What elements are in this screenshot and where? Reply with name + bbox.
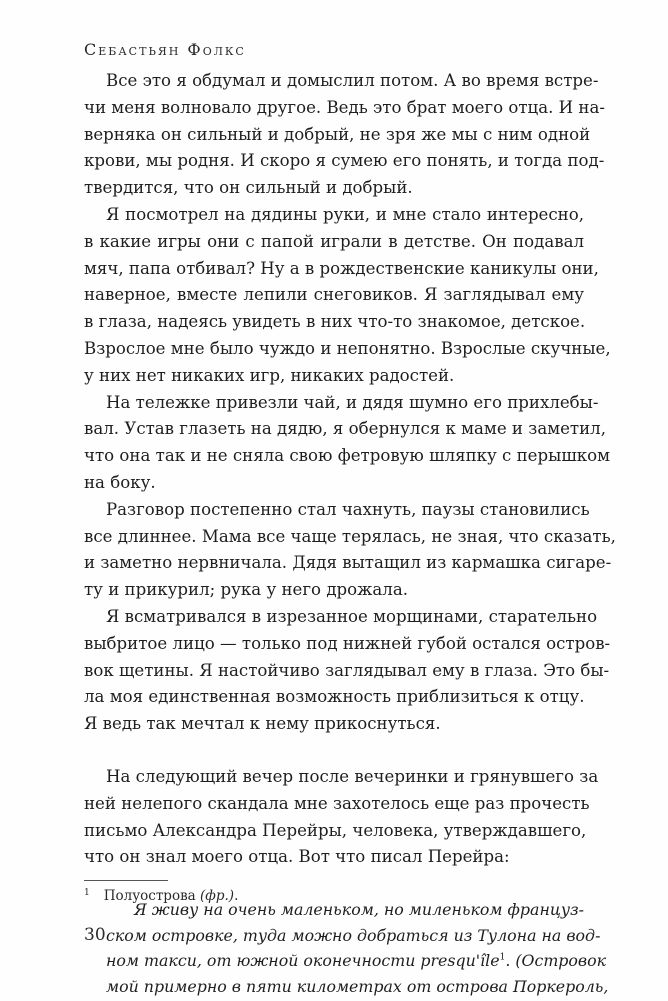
text-line: у них нет никаких игр, никаких радостей. bbox=[84, 365, 455, 385]
text-line: в глаза, надеясь увидеть в них что-то знакомое, детское. bbox=[84, 312, 586, 332]
footnote-number: 1 bbox=[84, 887, 90, 898]
text-line: ла моя единственная возможность приблизиться к отцу. bbox=[84, 687, 585, 707]
paragraph-4 bbox=[84, 497, 616, 604]
text-line: Разговор постепенно стал чахнуть, паузы становились bbox=[106, 499, 590, 519]
text-line: письмо Александра Перейры, человека, утверждавшего, bbox=[84, 820, 587, 840]
quote-line: мой примерно в пяти километрах от острова Поркероль, bbox=[106, 976, 609, 996]
footnote-divider bbox=[84, 880, 168, 881]
paragraph-5 bbox=[84, 604, 611, 738]
text-line: Все это я обдумал и домыслил потом. А во время встре- bbox=[106, 71, 599, 90]
paragraph-6 bbox=[84, 764, 599, 871]
text-line: все длиннее. Мама все чаще терялась, не зная, что сказать, bbox=[84, 526, 616, 546]
footnote-text: Полуострова bbox=[103, 888, 196, 904]
text-line: твердится, что он сильный и добрый. bbox=[84, 178, 413, 198]
section-break bbox=[84, 738, 584, 764]
text-line: вал. Устав глазеть на дядю, я обернулся к маме и заметил, bbox=[84, 419, 606, 439]
text-line: Я ведь так мечтал к нему прикоснуться. bbox=[84, 714, 441, 734]
paragraph-2 bbox=[84, 202, 611, 390]
text-line: что она так и не сняла свою фетровую шляпку с перышком bbox=[84, 446, 611, 466]
quote-line bbox=[106, 948, 607, 974]
running-head: Себастьян Фолкс bbox=[84, 40, 246, 59]
text-line: наверное, вместе лепили снеговиков. Я заглядывал ему bbox=[84, 285, 584, 305]
text-line: вок щетины. Я настойчиво заглядывал ему в глаза. Это бы- bbox=[84, 660, 610, 680]
text-line: верняка он сильный и добрый, не зря же мы с ним одной bbox=[84, 124, 591, 144]
page-number: 30 bbox=[84, 925, 106, 945]
text-line: Я посмотрел на дядины руки, и мне стало интересно, bbox=[106, 204, 584, 224]
footnote-reference[interactable]: 1 bbox=[499, 952, 506, 963]
quote-line: Я живу на очень маленьком, но миленьком француз- bbox=[134, 900, 584, 920]
text-line: мяч, папа отбивал? Ну а в рождественские каникулы они, bbox=[84, 258, 599, 278]
text-line: что он знал моего отца. Вот что писал Перейра: bbox=[84, 847, 510, 867]
text-line: ней нелепого скандала мне захотелось еще раз прочесть bbox=[84, 793, 590, 813]
text-line: Я всматривался в изрезанное морщинами, старательно bbox=[106, 606, 598, 626]
letter-quote bbox=[106, 897, 609, 999]
text-line: чи меня волновало другое. Ведь это брат моего отца. И на- bbox=[84, 97, 605, 117]
text-line: На тележке привезли чай, и дядя шумно его прихлебы- bbox=[106, 392, 599, 412]
text-line: выбритое лицо — только под нижней губой остался остров- bbox=[84, 633, 611, 653]
text-line: в какие игры они с папой играли в детстве. Он подавал bbox=[84, 231, 584, 251]
quote-line-text: ном такси, от южной оконечности presqu'île bbox=[106, 951, 500, 971]
paragraph-1 bbox=[84, 68, 605, 202]
text-line: и заметно нервничала. Дядя вытащил из кармашка сигаре- bbox=[84, 553, 612, 573]
footnote-language-abbr: (фр.) bbox=[200, 888, 235, 904]
text-line: Взрослое мне было чуждо и непонятно. Взрослые скучные, bbox=[84, 338, 611, 358]
paragraph-3 bbox=[84, 390, 611, 497]
footnote-end: . bbox=[234, 888, 239, 904]
text-line: на боку. bbox=[84, 472, 156, 492]
footnote bbox=[84, 888, 238, 904]
text-line: крови, мы родня. И скоро я сумею его понять, и тогда под- bbox=[84, 151, 605, 171]
quote-line: ском островке, туда можно добраться из Тулона на вод- bbox=[106, 925, 601, 945]
body-text bbox=[84, 68, 616, 999]
text-line: На следующий вечер после вечеринки и грянувшего за bbox=[106, 766, 599, 786]
text-line: ту и прикурил; рука у него дрожала. bbox=[84, 580, 409, 600]
quote-line-text-cont: . (Островок bbox=[505, 951, 607, 971]
